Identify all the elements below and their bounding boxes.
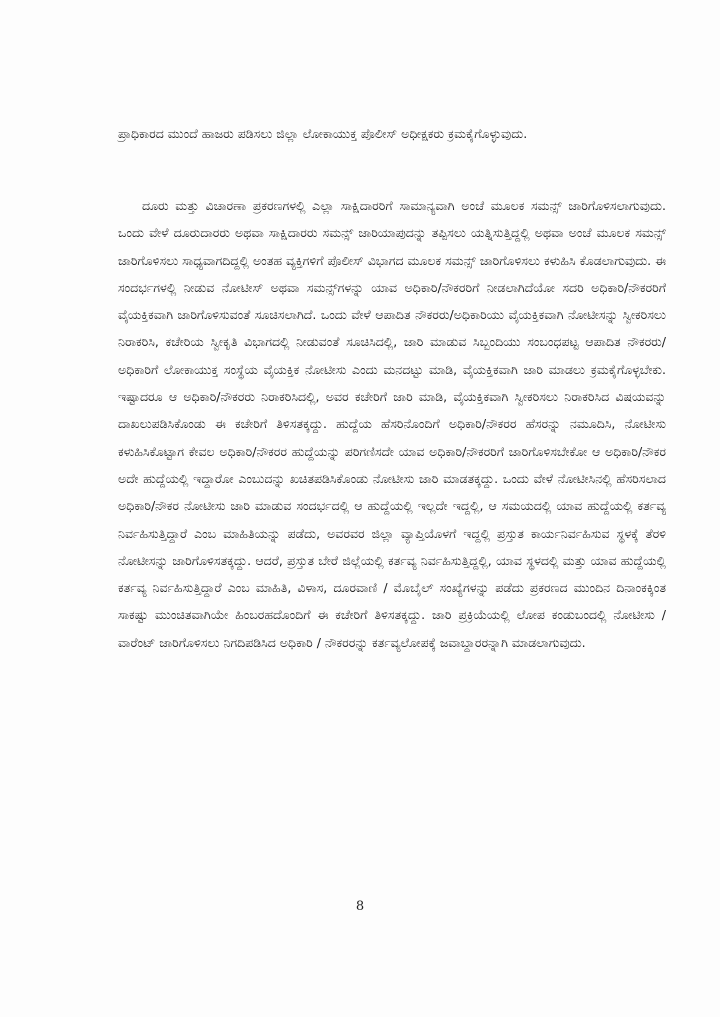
paragraph-summons-text: ದೂರು ಮತ್ತು ವಿಚಾರಣಾ ಪ್ರಕರಣಗಳಲ್ಲಿ ಎಲ್ಲಾ ಸಾಕ್ಷಿದಾರರಿಗೆ ಸಾಮಾನ್ಯವಾಗಿ ಅಂಚೆ ಮೂಲಕ ಸಮನ್ಸ್ ಜಾರಿಗೊಳಿಸಲಾಗುವುದು. ಒಂದು ವೇಳೆ ದೂರುದಾರರು ಅಥವಾ ಸಾಕ್ಷಿದಾರರು ಸಮನ್ಸ್ ಜಾರಿಯಾಪುದನ್ನು ತಪ್ಪಿಸಲು ಯತ್ನಿಸುತ್ತಿದ್ದಲ್ಲಿ ಅಥವಾ ಅಂಚೆ ಮೂಲಕ ಸಮನ್ಸ್ ಜಾರಿಗೊಳಿಸಲು ಸಾಧ್ಯವಾಗದಿದ್ದಲ್ಲಿ ಅಂತಹ ವ್ಯಕ್ತಿಗಳಿಗೆ ಪೊಲೀಸ್ ವಿಭಾಗದ ಮೂಲಕ ಸಮನ್ಸ್ ಜಾರಿಗೊಳಿಸಲು ಕಳುಹಿಸಿ ಕೊಡಲಾಗುವುದು. ಈ ಸಂದರ್ಭಗಳಲ್ಲಿ ನೀಡುವ ನೋಟೀಸ್ ಅಥವಾ ಸಮನ್ಸ್‌ಗಳನ್ನು ಯಾವ ಅಧಿಕಾರಿ/ನೌಕರರಿಗೆ ನೀಡಲಾಗಿದೆಯೋ ಸದರಿ ಅಧಿಕಾರಿ/ನೌಕರರಿಗೆ ವೈಯಕ್ತಿಕವಾಗಿ ಜಾರಿಗೊಳಿಸುವಂತೆ ಸೂಚಿಸಲಾಗಿದೆ. ಒಂದು ವೇಳೆ ಆಪಾದಿತ ನೌಕರರು/ಅಧಿಕಾರಿಯು ವೈಯಕ್ತಿಕವಾಗಿ ನೋಟೀಸನ್ನು ಸ್ವೀಕರಿಸಲು ನಿರಾಕರಿಸಿ, ಕಚೇರಿಯ ಸ್ವೀಕೃತಿ ವಿಭಾಗದಲ್ಲಿ ನೀಡುವಂತೆ ಸೂಚಿಸಿದಲ್ಲಿ, ಜಾರಿ ಮಾಡುವ ಸಿಬ್ಬಂದಿಯು ಸಂಬಂಧಪಟ್ಟ ಆಪಾದಿತ ನೌಕರರು/ಅಧಿಕಾರಿಗೆ ಲೋಕಾಯುಕ್ತ ಸಂಸ್ಥೆಯ ವೈಯಕ್ತಿಕ ನೋಟೀಸು ಎಂದು ಮನದಟ್ಟು ಮಾಡಿ, ವೈಯಕ್ತಿಕವಾಗಿ ಜಾರಿ ಮಾಡಲು ಕ್ರಮಕೈಗೊಳ್ಳಬೇಕು. ಇಷ್ಟಾದರೂ ಆ ಅಧಿಕಾರಿ/ನೌಕರರು ನಿರಾಕರಿಸಿದಲ್ಲಿ, ಅವರ ಕಚೇರಿಗೆ ಜಾರಿ ಮಾಡಿ, ವೈಯಕ್ತಿಕವಾಗಿ ಸ್ವೀಕರಿಸಲು ನಿರಾಕರಿಸಿದ ವಿಷಯವನ್ನು ದಾಖಲುಪಡಿಸಿಕೊಂಡು ಈ ಕಚೇರಿಗೆ ತಿಳಿಸತಕ್ಕದ್ದು. ಹುದ್ದೆಯ ಹೆಸರಿನೊಂದಿಗೆ ಅಧಿಕಾರಿ/ನೌಕರರ ಹೆಸರನ್ನು ನಮೂದಿಸಿ, ನೋಟೀಸು ಕಳುಹಿಸಿಕೊಟ್ಟಾಗ ಕೇವಲ ಅಧಿಕಾರಿ/ನೌಕರರ ಹುದ್ದೆಯನ್ನು ಪರಿಗಣಿಸದೇ ಯಾವ ಅಧಿಕಾರಿ/ನೌಕರರಿಗೆ ಜಾರಿಗೊಳಿಸಬೇಕೋ ಆ ಅಧಿಕಾರಿ/ನೌಕರ ಅದೇ ಹುದ್ದೆಯಲ್ಲಿ ಇದ್ದಾರೋ ಎಂಬುದನ್ನು ಖಚಿತಪಡಿಸಿಕೊಂಡು ನೋಟೀಸು ಜಾರಿ ಮಾಡತಕ್ಕದ್ದು. ಒಂದು ವೇಳೆ ನೋಟೀಸಿನಲ್ಲಿ ಹೆಸರಿಸಲಾದ ಅಧಿಕಾರಿ/ನೌಕರ ನೋಟೀಸು ಜಾರಿ ಮಾಡುವ ಸಂದರ್ಭದಲ್ಲಿ ಆ ಹುದ್ದೆಯಲ್ಲಿ ಇಲ್ಲದೇ ಇದ್ದಲ್ಲಿ, ಆ ಸಮಯದಲ್ಲಿ ಯಾವ ಹುದ್ದೆಯಲ್ಲಿ ಕರ್ತವ್ಯ ನಿರ್ವಹಿಸುತ್ತಿದ್ದಾರೆ ಎಂಬ ಮಾಹಿತಿಯನ್ನು ಪಡೆದು, ಅವರವರ ಜಿಲ್ಲಾ ವ್ಯಾಪ್ತಿಯೊಳಗೆ ಇದ್ದಲ್ಲಿ ಪ್ರಸ್ತುತ ಕಾರ್ಯನಿರ್ವಹಿಸುವ ಸ್ಥಳಕ್ಕೆ ತೆರಳಿ ನೋಟೀಸನ್ನು ಜಾರಿಗೊಳಿಸತಕ್ಕದ್ದು. ಆದರೆ, ಪ್ರಸ್ತುತ ಬೇರೆ ಜಿಲ್ಲೆಯಲ್ಲಿ ಕರ್ತವ್ಯ ನಿರ್ವಹಿಸುತ್ತಿದ್ದಲ್ಲಿ, ಯಾವ ಸ್ಥಳದಲ್ಲಿ ಮತ್ತು ಯಾವ ಹುದ್ದೆಯಲ್ಲಿ ಕರ್ತವ್ಯ ನಿರ್ವಹಿಸುತ್ತಿದ್ದಾರೆ ಎಂಬ ಮಾಹಿತಿ, ವಿಳಾಸ, ದೂರವಾಣಿ / ಮೊಬೈಲ್ ಸಂಖ್ಯೆಗಳನ್ನು ಪಡೆದು ಪ್ರಕರಣದ ಮುಂದಿನ ದಿನಾಂಕಕ್ಕಿಂತ ಸಾಕಷ್ಟು ಮುಂಚಿತವಾಗಿಯೇ ಹಿಂಬರಹದೊಂದಿಗೆ ಈ ಕಚೇರಿಗೆ ತಿಳಿಸತಕ್ಕದ್ದು. ಜಾರಿ ಪ್ರಕ್ರಿಯೆಯಲ್ಲಿ ಲೋಪ ಕಂಡುಬಂದಲ್ಲಿ ನೋಟೀಸು / ವಾರೆಂಟ್ ಜಾರಿಗೊಳಿಸಲು ನಿಗದಿಪಡಿಸಿದ ಅಧಿಕಾರಿ / ನೌಕರರನ್ನು ಕರ್ತವ್ಯಲೋಪಕ್ಕೆ ಜವಾಬ್ದಾರರನ್ನಾಗಿ ಮಾಡಲಾಗುವುದು. bbox=[118, 198, 666, 650]
page-number: 8 bbox=[355, 899, 365, 914]
paragraph-summons-procedure bbox=[118, 192, 666, 656]
paragraph-continuation: ಪ್ರಾಧಿಕಾರದ ಮುಂದೆ ಹಾಜರು ಪಡಿಸಲು ಜಿಲ್ಲಾ ಲೋಕಾಯುಕ್ತ ಪೊಲೀಸ್ ಅಧೀಕ್ಷಕರು ಕ್ರಮಕೈಗೊಳ್ಳುವುದು. bbox=[118, 126, 528, 141]
